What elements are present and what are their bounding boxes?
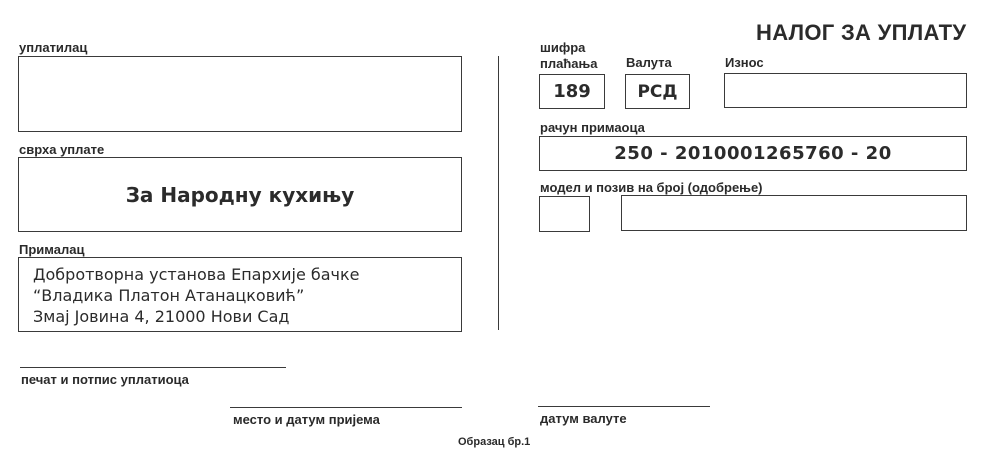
amount-label: Износ xyxy=(725,55,764,70)
payer-field[interactable] xyxy=(18,56,462,132)
recipient-field[interactable] xyxy=(18,257,462,332)
account-field[interactable] xyxy=(539,136,967,171)
currency-field[interactable] xyxy=(625,74,690,109)
amount-field[interactable] xyxy=(724,73,967,108)
purpose-value: За Народну кухињу xyxy=(125,182,355,207)
payment-code-value: 189 xyxy=(553,81,591,102)
currency-value: РСД xyxy=(637,81,678,102)
signature-label: печат и потпис уплатиоца xyxy=(21,372,189,387)
signature-line xyxy=(20,367,286,368)
recipient-line-3: Змај Јовина 4, 21000 Нови Сад xyxy=(33,307,290,326)
model-field[interactable] xyxy=(539,196,590,232)
column-divider xyxy=(498,56,499,330)
value-date-line xyxy=(538,406,710,407)
recipient-line-1: Добротворна установа Епархије бачке xyxy=(33,265,360,284)
payment-code-field[interactable] xyxy=(539,74,605,109)
value-date-label: датум валуте xyxy=(540,411,627,426)
reference-number-field[interactable] xyxy=(621,195,967,231)
account-value: 250 - 2010001265760 - 20 xyxy=(614,143,892,164)
account-label: рачун примаоца xyxy=(540,120,645,135)
purpose-label: сврха уплате xyxy=(19,142,105,157)
recipient-label: Прималац xyxy=(19,242,85,257)
purpose-field[interactable] xyxy=(18,157,462,232)
form-title: НАЛОГ ЗА УПЛАТУ xyxy=(756,20,967,45)
form-number: Образац бр.1 xyxy=(458,436,531,448)
model-reference-label: модел и позив на број (одобрење) xyxy=(540,180,763,195)
recipient-line-2: “Владика Платон Атанацковић” xyxy=(33,286,305,305)
currency-label: Валута xyxy=(626,55,672,70)
place-date-line xyxy=(230,407,462,408)
payment-code-label-line2: плаћања xyxy=(540,56,598,71)
payment-code-label-line1: шифра xyxy=(540,40,586,55)
place-date-label: место и датум пријема xyxy=(233,412,380,427)
payer-label: уплатилац xyxy=(19,40,88,55)
